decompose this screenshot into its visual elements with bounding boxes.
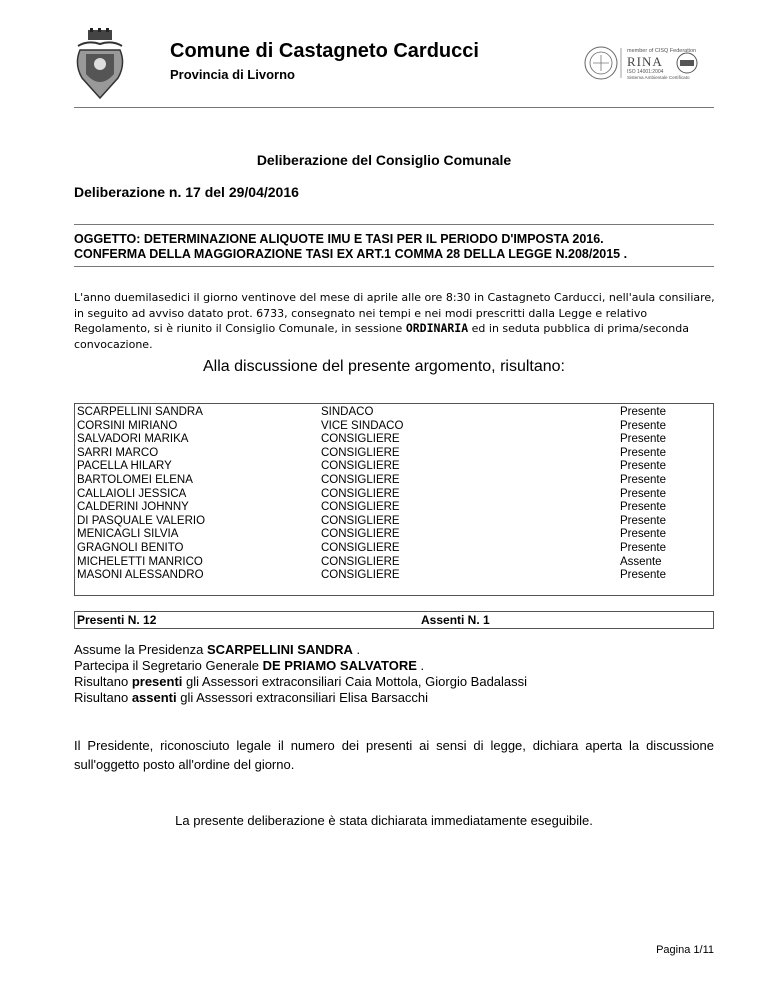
attendee-name: GRAGNOLI BENITO [77, 541, 184, 554]
cisq-federation-text: member of CISQ Federation [627, 48, 697, 54]
attendee-status: Assente [620, 555, 662, 568]
secretary-name: DE PRIAMO SALVATORE [262, 658, 417, 673]
iso-standard-text: ISO 14001:2004 [627, 69, 664, 75]
absent-word: assenti [131, 690, 177, 705]
present-assessors-line [74, 674, 527, 689]
immediate-execution-note: La presente deliberazione è stata dichiarata immediatamente eseguibile. [175, 813, 593, 828]
attendee-status: Presente [620, 473, 667, 486]
attendee-role: CONSIGLIERE [321, 569, 400, 582]
attendee-status: Presente [620, 501, 667, 514]
attendee-name: CORSINI MIRIANO [77, 419, 178, 432]
absent-assessors-text: gli Assessori extraconsiliari Elisa Barsacchi [176, 690, 429, 705]
attendee-status: Presente [620, 460, 667, 473]
attendee-status: Presente [620, 569, 667, 582]
certified-system-text: Sistema Ambientale Certificato [627, 75, 690, 80]
attendee-role: CONSIGLIERE [321, 555, 400, 568]
attendee-role: CONSIGLIERE [321, 460, 400, 473]
attendee-status: Presente [620, 406, 667, 418]
absent-count: Assenti N. 1 [421, 613, 490, 627]
intro-text-part-2: ed in seduta pubblica di prima/seconda convocazione. [74, 322, 689, 351]
oggetto-line-2: CONFERMA DELLA MAGGIORAZIONE TASI EX ART.1 COMMA 28 DELLA LEGGE N.208/2015 . [74, 247, 628, 261]
present-assessors-text: gli Assessori extraconsiliari Caia Mottola, Giorgio Badalassi [182, 674, 528, 689]
present-word: presenti [131, 674, 183, 689]
attendee-status: Presente [620, 528, 667, 541]
header-divider [74, 107, 714, 108]
attendee-status: Presente [620, 487, 667, 500]
attendee-status: Presente [620, 514, 667, 527]
intro-text-part-1: L'anno duemilasedici il giorno ventinove del mese di aprile alle ore 8:30 in Castagneto Carducci, nell'aula consiliare, in seguito ad avviso datato prot. 6733, consegnato nei tempi e nei modi prescritti dalla Legge e relativo Regolamento, si è riunito il Consiglio Comunale, in sessione [74, 291, 715, 335]
session-type: ORDINARIA [405, 321, 469, 335]
attendee-name: MICHELETTI MANRICO [77, 555, 203, 568]
absent-prefix: Risultano [74, 690, 132, 705]
attendee-status: Presente [620, 433, 667, 446]
intro-paragraph [74, 290, 719, 352]
attendee-name: BARTOLOMEI ELENA [77, 473, 193, 486]
oggetto-line-1: OGGETTO: DETERMINAZIONE ALIQUOTE IMU E TASI PER IL PERIODO D'IMPOSTA 2016. [74, 232, 604, 246]
attendee-name: CALDERINI JOHNNY [77, 501, 189, 514]
attendance-totals [74, 611, 714, 629]
attendee-name: MENICAGLI SILVIA [77, 528, 179, 541]
presidency-line [74, 642, 360, 657]
attendee-role: CONSIGLIERE [321, 528, 400, 541]
present-prefix: Risultano [74, 674, 132, 689]
municipal-crest-icon [74, 28, 126, 100]
absent-assessors-line [74, 690, 428, 705]
attendee-status: Presente [620, 419, 667, 432]
document-heading: Deliberazione del Consiglio Comunale [256, 152, 512, 168]
rina-brand-text: RINA [627, 54, 663, 69]
attendee-role: VICE SINDACO [321, 419, 404, 432]
attendee-role: CONSIGLIERE [321, 501, 400, 514]
secretary-line [74, 658, 424, 673]
attendee-name: SCARPELLINI SANDRA [77, 406, 203, 418]
deliberation-number: Deliberazione n. 17 del 29/04/2016 [74, 184, 299, 200]
attendee-role: CONSIGLIERE [321, 541, 400, 554]
attendee-status: Presente [620, 446, 667, 459]
attendance-status-column [620, 406, 666, 583]
province-subtitle: Provincia di Livorno [170, 67, 295, 82]
attendee-name: MASONI ALESSANDRO [77, 569, 204, 582]
oggetto-bottom-divider [74, 266, 714, 267]
attendee-name: CALLAIOLI JESSICA [77, 487, 187, 500]
oggetto-top-divider [74, 224, 714, 225]
oggetto-block [74, 232, 724, 262]
presidency-prefix: Assume la Presidenza [74, 642, 207, 657]
attendance-table [74, 403, 714, 596]
attendee-status: Presente [620, 541, 667, 554]
secretary-suffix: . [416, 658, 425, 673]
attendee-role: CONSIGLIERE [321, 473, 400, 486]
discussion-heading: Alla discussione del presente argomento, risultano: [203, 358, 565, 375]
attendee-role: CONSIGLIERE [321, 514, 400, 527]
attendee-name: SARRI MARCO [77, 446, 159, 459]
attendee-role: SINDACO [321, 406, 374, 418]
secretary-prefix: Partecipa il Segretario Generale [74, 658, 263, 673]
attendee-role: CONSIGLIERE [321, 433, 400, 446]
page-number: Pagina 1/11 [656, 944, 714, 956]
attendee-name: DI PASQUALE VALERIO [77, 514, 206, 527]
attendee-name: PACELLA HILARY [77, 460, 172, 473]
president-name: SCARPELLINI SANDRA [206, 642, 353, 657]
attendee-role: CONSIGLIERE [321, 487, 400, 500]
rina-certification-logo [583, 44, 713, 82]
present-count: Presenti N. 12 [77, 613, 157, 627]
presidency-suffix: . [352, 642, 361, 657]
attendance-roles-column [321, 406, 403, 583]
president-statement: Il Presidente, riconosciuto legale il numero dei presenti ai sensi di legge, dichiara aperta la discussione sull'oggetto posto all'ordine del giorno. [74, 738, 714, 772]
attendee-name: SALVADORI MARIKA [77, 433, 189, 446]
attendee-role: CONSIGLIERE [321, 446, 400, 459]
municipality-title: Comune di Castagneto Carducci [170, 40, 479, 62]
attendance-names-column [77, 406, 205, 583]
